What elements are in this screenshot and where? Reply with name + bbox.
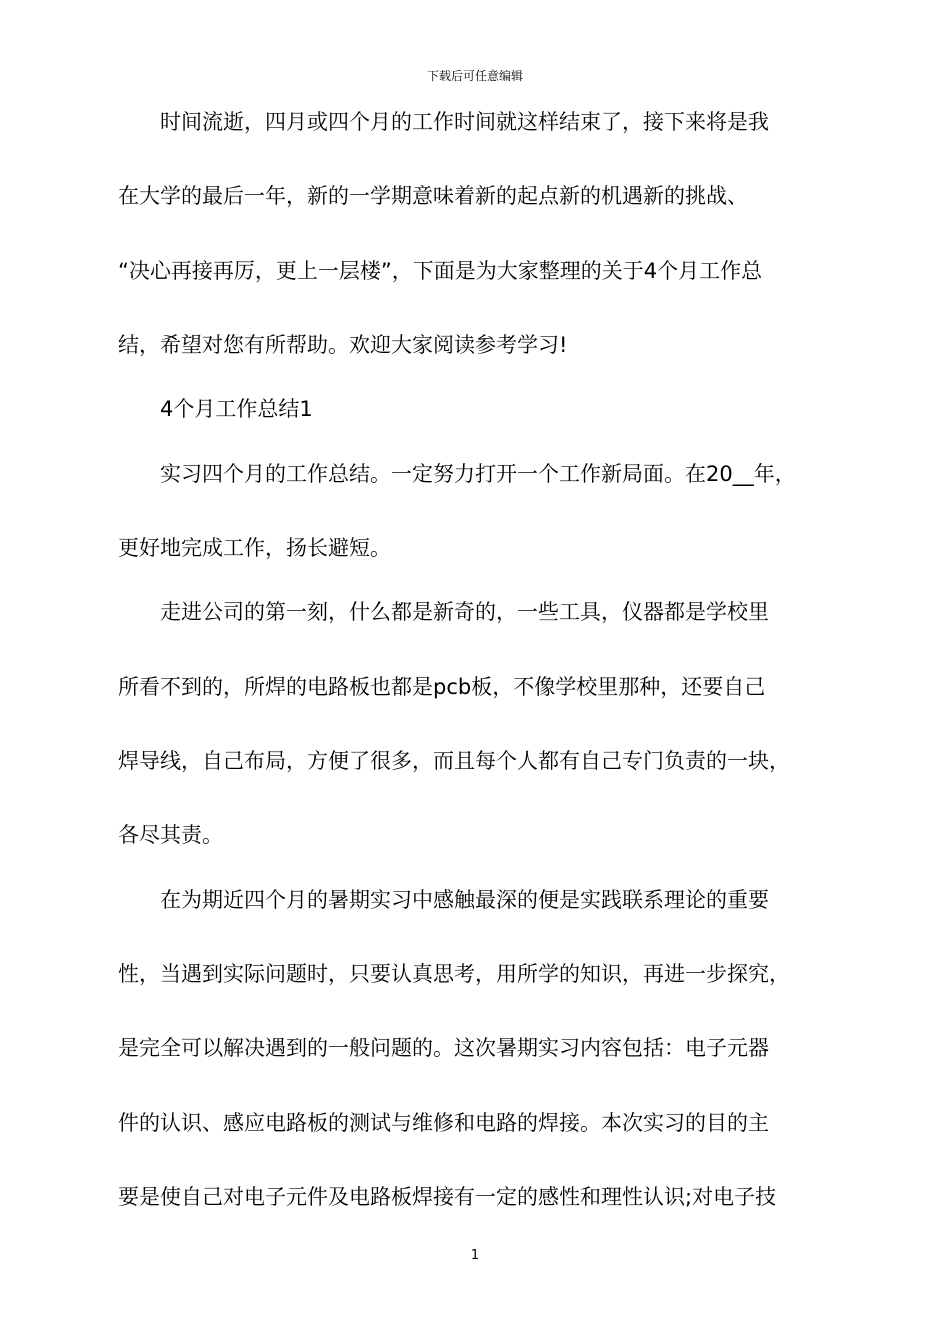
page-number: 1 xyxy=(470,1248,480,1263)
text-line: 是完全可以解决遇到的一般问题的。这次暑期实习内容包括：电子元器 xyxy=(118,1036,769,1061)
text-line: 结，希望对您有所帮助。欢迎大家阅读参考学习! xyxy=(118,333,568,358)
page-header: 下载后可任意编辑 xyxy=(426,69,523,83)
text-line: 所看不到的，所焊的电路板也都是pcb板，不像学校里那种，还要自己 xyxy=(118,674,766,699)
paragraph-intro xyxy=(118,104,834,364)
heading-text: 4个月工作总结1 xyxy=(160,397,313,422)
text-line: 在大学的最后一年，新的一学期意味着新的起点新的机遇新的挑战、 xyxy=(118,184,748,209)
text-line: “决心再接再厉，更上一层楼”，下面是为大家整理的关于4个月工作总 xyxy=(118,258,763,283)
text-line: 时间流逝，四月或四个月的工作时间就这样结束了，接下来将是我 xyxy=(160,110,769,134)
paragraph-1 xyxy=(118,456,834,568)
text-line: 各尽其责。 xyxy=(118,823,223,848)
text-line: 性，当遇到实际问题时，只要认真思考，用所学的知识，再进一步探究， xyxy=(118,961,790,986)
paragraph-3 xyxy=(118,882,834,1217)
document-body xyxy=(118,104,834,1216)
section-heading xyxy=(118,391,834,428)
text-line: 件的认识、感应电路板的测试与维修和电路的焊接。本次实习的目的主 xyxy=(118,1110,769,1135)
paragraph-2 xyxy=(118,594,834,854)
text-line: 要是使自己对电子元件及电路板焊接有一定的感性和理性认识;对电子技 xyxy=(118,1185,777,1210)
text-line: 更好地完成工作，扬长避短。 xyxy=(118,535,391,560)
text-line: 在为期近四个月的暑期实习中感触最深的便是实践联系理论的重要 xyxy=(160,887,769,912)
text-line: 焊导线，自己布局，方便了很多，而且每个人都有自己专门负责的一块， xyxy=(118,748,790,773)
text-line: 走进公司的第一刻，什么都是新奇的，一些工具，仪器都是学校里 xyxy=(160,600,769,625)
text-line: 实习四个月的工作总结。一定努力打开一个工作新局面。在20__年， xyxy=(160,461,796,486)
